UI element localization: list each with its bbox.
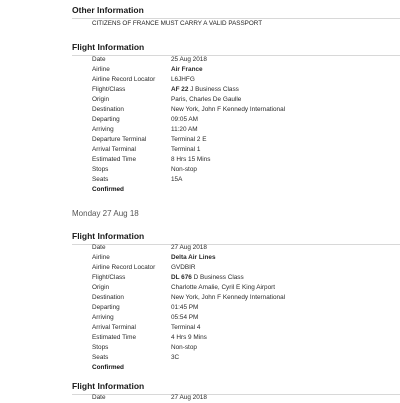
stops-value: Non-stop — [171, 166, 197, 173]
passport-notice: CITIZENS OF FRANCE MUST CARRY A VALID PASSPORT — [92, 20, 263, 27]
other-information-heading: Other Information — [72, 4, 400, 19]
flight-number: AF 22 — [171, 86, 189, 93]
arriving-value: 11:20 AM — [171, 126, 198, 133]
airline-value: Delta Air Lines — [171, 254, 216, 261]
flight-class-value — [171, 273, 244, 283]
departure-terminal-value: Terminal 2 E — [171, 136, 207, 143]
arriving-label: Arriving — [92, 314, 114, 321]
flight-class-label: Flight/Class — [92, 274, 126, 281]
date-value: 25 Aug 2018 — [171, 56, 207, 63]
departing-value: 09:05 AM — [171, 116, 199, 123]
flight-2-heading: Flight Information — [72, 230, 400, 245]
date-label: Date — [92, 56, 106, 63]
departing-label: Departing — [92, 304, 120, 311]
date-value: 27 Aug 2018 — [171, 394, 207, 401]
flight-number: DL 676 — [171, 274, 192, 281]
destination-value: New York, John F Kennedy International — [171, 106, 286, 113]
arriving-value: 05:54 PM — [171, 314, 199, 321]
day-heading: Monday 27 Aug 18 — [72, 209, 139, 218]
airline-label: Airline — [92, 254, 110, 261]
date-label: Date — [92, 394, 106, 401]
record-locator-label: Airline Record Locator — [92, 264, 156, 271]
arrival-terminal-value: Terminal 4 — [171, 324, 201, 331]
estimated-time-label: Estimated Time — [92, 334, 137, 341]
record-locator-value: L6JHFG — [171, 76, 195, 83]
estimated-time-value: 8 Hrs 15 Mins — [171, 156, 211, 163]
seats-label: Seats — [92, 176, 109, 183]
estimated-time-value: 4 Hrs 9 Mins — [171, 334, 207, 341]
departing-value: 01:45 PM — [171, 304, 199, 311]
estimated-time-label: Estimated Time — [92, 156, 137, 163]
arrival-terminal-label: Arrival Terminal — [92, 324, 136, 331]
seats-value: 3C — [171, 354, 180, 361]
origin-value: Paris, Charles De Gaulle — [171, 96, 242, 103]
record-locator-value: GVDBIR — [171, 264, 196, 271]
cabin-class: J Business Class — [190, 86, 239, 93]
arrival-terminal-label: Arrival Terminal — [92, 146, 136, 153]
flight-1-heading: Flight Information — [72, 41, 400, 56]
seats-value: 15A — [171, 176, 183, 183]
flight-class-label: Flight/Class — [92, 86, 126, 93]
airline-value: Air France — [171, 66, 203, 73]
flight-class-value — [171, 85, 239, 95]
seats-label: Seats — [92, 354, 109, 361]
date-value: 27 Aug 2018 — [171, 244, 207, 251]
stops-value: Non-stop — [171, 344, 197, 351]
airline-label: Airline — [92, 66, 110, 73]
origin-label: Origin — [92, 96, 110, 103]
origin-value: Charlotte Amalie, Cyril E King Airport — [171, 284, 276, 291]
arriving-label: Arriving — [92, 126, 114, 133]
stops-label: Stops — [92, 166, 109, 173]
date-label: Date — [92, 244, 106, 251]
arrival-terminal-value: Terminal 1 — [171, 146, 201, 153]
destination-label: Destination — [92, 294, 124, 301]
cabin-class: D Business Class — [193, 274, 244, 281]
stops-label: Stops — [92, 344, 109, 351]
departure-terminal-label: Departure Terminal — [92, 136, 147, 143]
flight-1-status: Confirmed — [92, 186, 124, 193]
flight-3-heading: Flight Information — [72, 380, 400, 395]
flight-2-status: Confirmed — [92, 364, 124, 371]
destination-label: Destination — [92, 106, 124, 113]
destination-value: New York, John F Kennedy International — [171, 294, 286, 301]
departing-label: Departing — [92, 116, 120, 123]
origin-label: Origin — [92, 284, 110, 291]
record-locator-label: Airline Record Locator — [92, 76, 156, 83]
